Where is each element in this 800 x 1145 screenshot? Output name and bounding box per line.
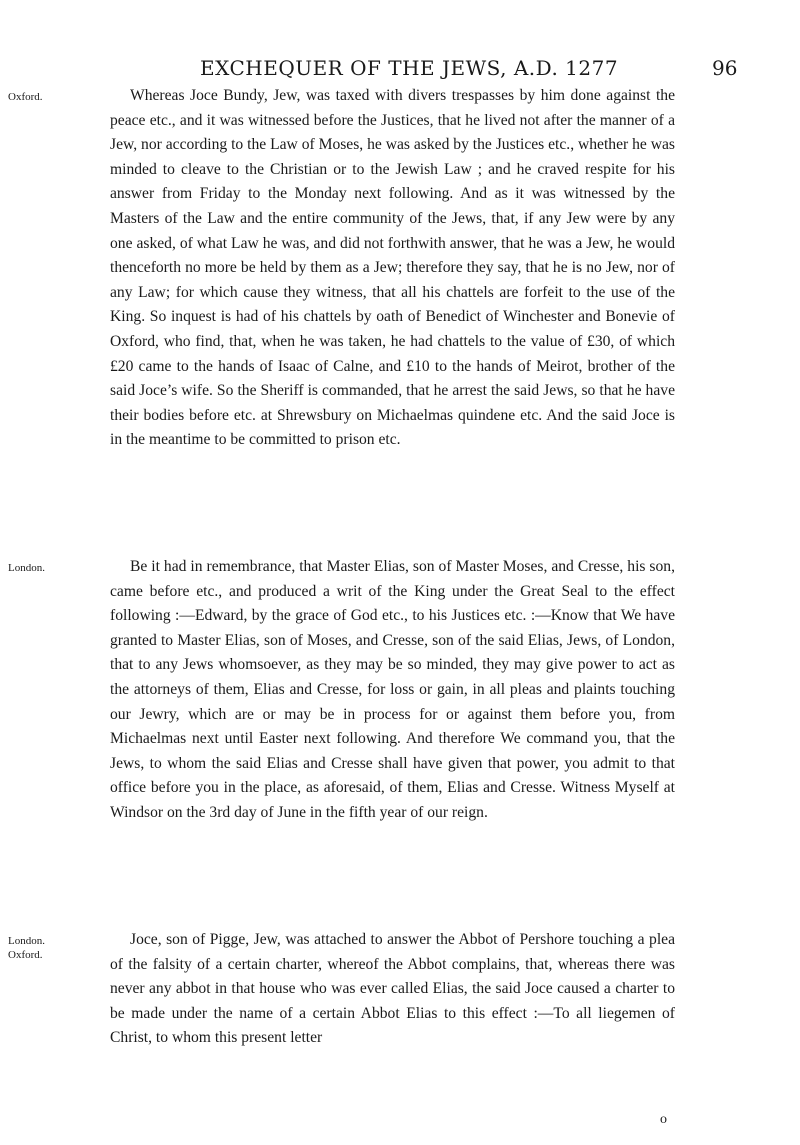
paragraph: Whereas Joce Bundy, Jew, was taxed with divers trespasses by him done against the peace etc., and it was witnessed before the Justices, that he lived not after the manner of a Jew, nor according to the Law of Moses, he was asked by the Justices etc., whether he was minded to cleave to the Christian or to the Jewish Law ; and he craved respite for his answer from Friday to the Monday next following. And as it was witnessed by the Masters of the Law and the entire community of the Jews, that, if any Jew were by any one asked, of what Law he was, and did not forthwith answer, that he was a Jew, he would thenceforth no more be held by them as a Jew; therefore they say, that he is no Jew, nor of any Law; for which cause they witness, that all his chattels are forfeit to the use of the King. So inquest is had of his chattels by oath of Benedict of Winchester and Bonevie of Oxford, who find, that, when he was taken, he had chattels to the value of £30, of which £20 came to the hands of Isaac of Calne, and £10 to the hands of Meirot, brother of the said Joce’s wife. So the Sheriff is commanded, that he arrest the said Jews, so that he have their bodies before etc. at Shrewsbury on Michaelmas quindene etc. And the said Joce is in the meantime to be committed to prison etc.: [110, 87, 675, 449]
margin-note-london-oxford: London. Oxford.: [8, 935, 45, 961]
entry-master-elias: [110, 555, 675, 826]
margin-note-oxford: Oxford.: [8, 91, 43, 103]
signature-mark: o: [660, 1112, 667, 1127]
paragraph: Be it had in remembrance, that Master Elias, son of Master Moses, and Cresse, his son, came before etc., and produced a writ of the King under the Great Seal to the effect following :—Edward, by the grace of God etc., to his Justices etc. :—Know that We have granted to Master Elias, son of Moses, and Cresse, son of the said Elias, Jews, of London, that to any Jews whomsoever, as they may be so minded, they may give power to act as the attorneys of them, Elias and Cresse, for loss or gain, in all pleas and plaints touching our Jewry, which are or may be in process for or against them before you, from Michaelmas next until Easter next following. And therefore We command you, that the Jews, to whom the said Elias and Cresse shall have given that power, you admit to that office before you in the place, as aforesaid, of them, Elias and Cresse. Witness Myself at Windsor on the 3rd day of June in the fifth year of our reign.: [110, 558, 675, 821]
entry-joce-son-of-pigge: [110, 928, 675, 1051]
page-number: 96: [712, 56, 738, 80]
margin-note-london: London.: [8, 562, 45, 574]
entry-joce-bundy: [110, 84, 675, 453]
running-header: EXCHEQUER OF THE JEWS, A.D. 1277: [200, 56, 619, 80]
paragraph: Joce, son of Pigge, Jew, was attached to answer the Abbot of Pershore touching a plea of the falsity of a certain charter, whereof the Abbot complains, that, whereas there was never any abbot in that house who was ever called Elias, the said Joce caused a charter to be made under the name of a certain Abbot Elias to this effect :—To all liegemen of Christ, to whom this present letter: [110, 931, 675, 1047]
